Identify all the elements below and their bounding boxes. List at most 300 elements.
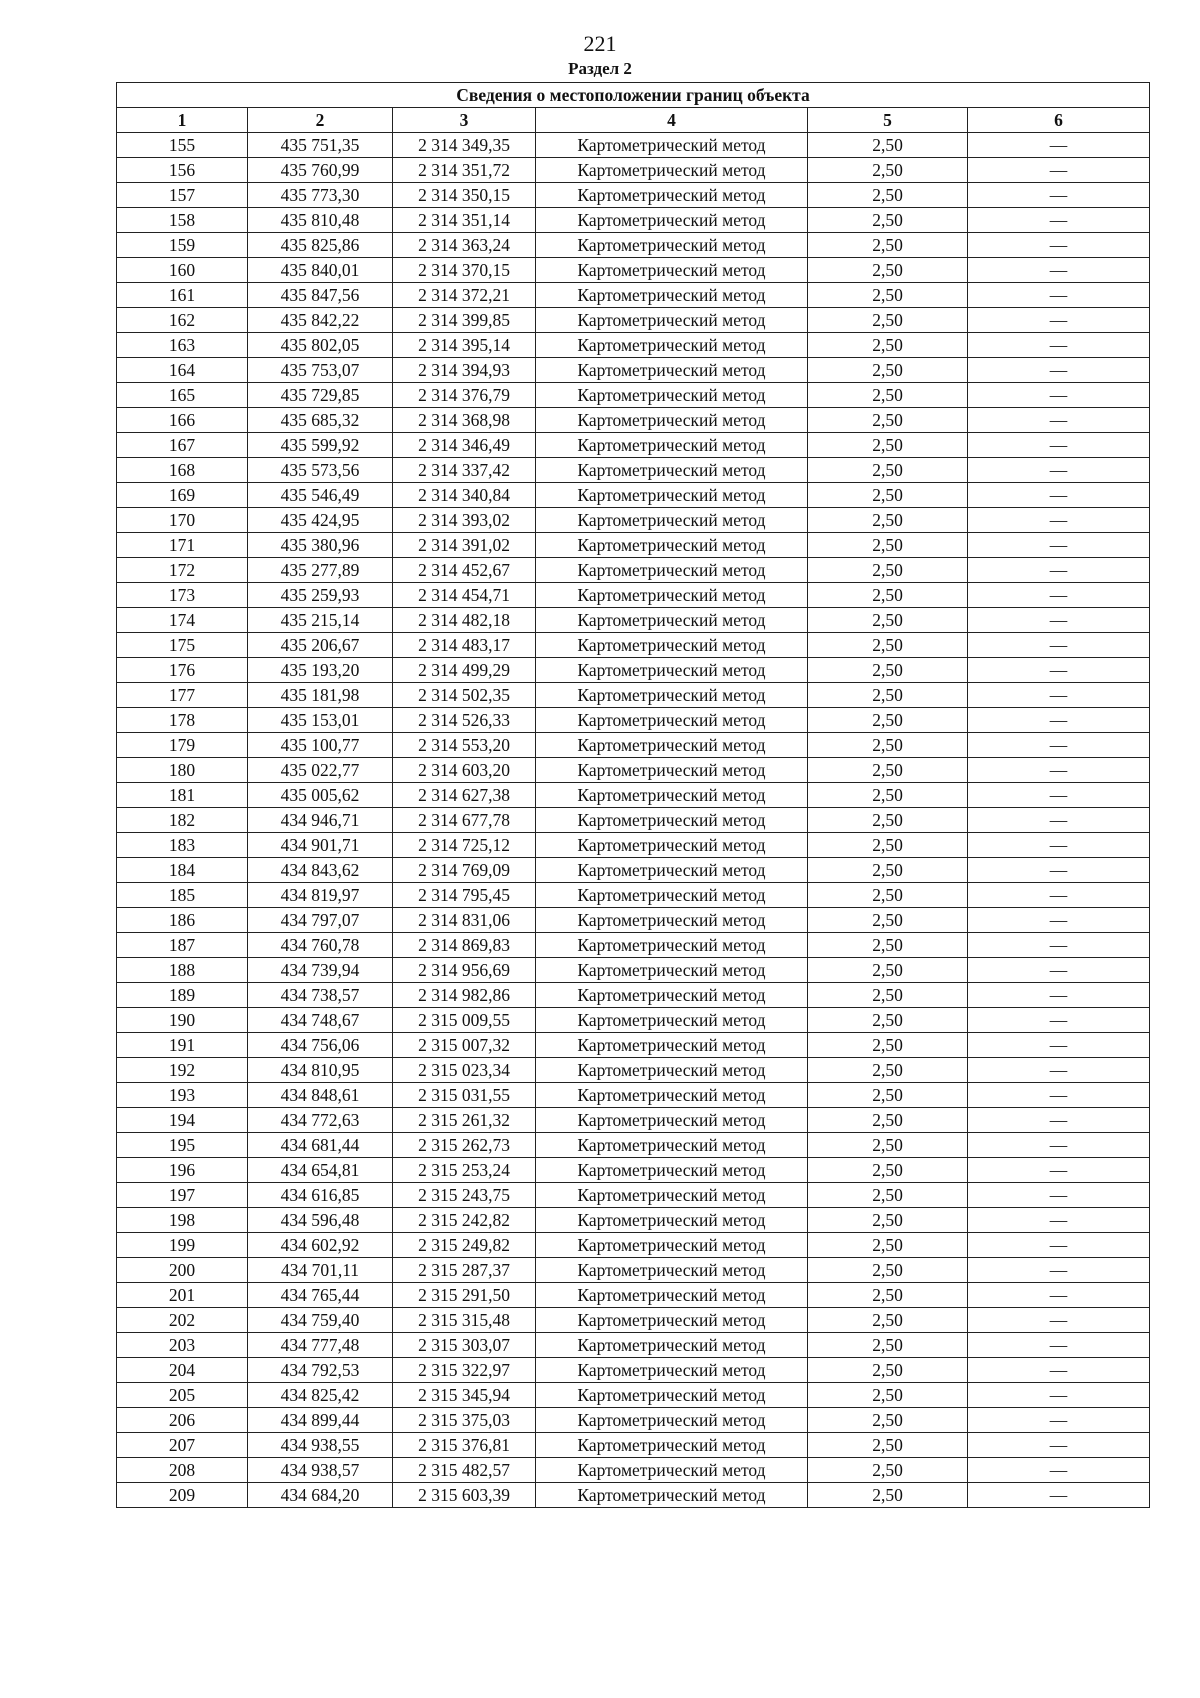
table-row bbox=[117, 708, 1150, 733]
x-coordinate-cell: 435 215,14 bbox=[248, 608, 393, 633]
table-row bbox=[117, 958, 1150, 983]
point-number-cell: 167 bbox=[117, 433, 248, 458]
x-coordinate-cell: 435 751,35 bbox=[248, 133, 393, 158]
method-cell: Картометрический метод bbox=[536, 1308, 808, 1333]
point-number-cell: 166 bbox=[117, 408, 248, 433]
y-coordinate-cell: 2 314 452,67 bbox=[393, 558, 536, 583]
accuracy-cell: 2,50 bbox=[808, 308, 968, 333]
y-coordinate-cell: 2 314 482,18 bbox=[393, 608, 536, 633]
note-cell: — bbox=[968, 158, 1150, 183]
x-coordinate-cell: 434 819,97 bbox=[248, 883, 393, 908]
table-row bbox=[117, 558, 1150, 583]
table-row bbox=[117, 1283, 1150, 1308]
note-cell: — bbox=[968, 958, 1150, 983]
method-cell: Картометрический метод bbox=[536, 1333, 808, 1358]
accuracy-cell: 2,50 bbox=[808, 208, 968, 233]
x-coordinate-cell: 434 938,57 bbox=[248, 1458, 393, 1483]
accuracy-cell: 2,50 bbox=[808, 933, 968, 958]
method-cell: Картометрический метод bbox=[536, 333, 808, 358]
method-cell: Картометрический метод bbox=[536, 633, 808, 658]
method-cell: Картометрический метод bbox=[536, 1183, 808, 1208]
table-row bbox=[117, 758, 1150, 783]
table-caption: Сведения о местоположении границ объекта bbox=[117, 83, 1150, 108]
accuracy-cell: 2,50 bbox=[808, 1008, 968, 1033]
table-row bbox=[117, 733, 1150, 758]
method-cell: Картометрический метод bbox=[536, 1008, 808, 1033]
y-coordinate-cell: 2 314 603,20 bbox=[393, 758, 536, 783]
x-coordinate-cell: 435 685,32 bbox=[248, 408, 393, 433]
point-number-cell: 183 bbox=[117, 833, 248, 858]
accuracy-cell: 2,50 bbox=[808, 958, 968, 983]
point-number-cell: 209 bbox=[117, 1483, 248, 1508]
table-row bbox=[117, 658, 1150, 683]
x-coordinate-cell: 435 753,07 bbox=[248, 358, 393, 383]
method-cell: Картометрический метод bbox=[536, 583, 808, 608]
y-coordinate-cell: 2 315 603,39 bbox=[393, 1483, 536, 1508]
x-coordinate-cell: 435 810,48 bbox=[248, 208, 393, 233]
x-coordinate-cell: 434 602,92 bbox=[248, 1233, 393, 1258]
table-row bbox=[117, 1108, 1150, 1133]
note-cell: — bbox=[968, 1158, 1150, 1183]
point-number-cell: 205 bbox=[117, 1383, 248, 1408]
y-coordinate-cell: 2 314 337,42 bbox=[393, 458, 536, 483]
point-number-cell: 191 bbox=[117, 1033, 248, 1058]
note-cell: — bbox=[968, 808, 1150, 833]
y-coordinate-cell: 2 314 483,17 bbox=[393, 633, 536, 658]
x-coordinate-cell: 435 573,56 bbox=[248, 458, 393, 483]
x-coordinate-cell: 434 596,48 bbox=[248, 1208, 393, 1233]
y-coordinate-cell: 2 314 831,06 bbox=[393, 908, 536, 933]
point-number-cell: 198 bbox=[117, 1208, 248, 1233]
table-row bbox=[117, 333, 1150, 358]
y-coordinate-cell: 2 314 363,24 bbox=[393, 233, 536, 258]
note-cell: — bbox=[968, 1383, 1150, 1408]
y-coordinate-cell: 2 314 627,38 bbox=[393, 783, 536, 808]
method-cell: Картометрический метод bbox=[536, 1433, 808, 1458]
x-coordinate-cell: 434 748,67 bbox=[248, 1008, 393, 1033]
table-row bbox=[117, 783, 1150, 808]
point-number-cell: 207 bbox=[117, 1433, 248, 1458]
note-cell: — bbox=[968, 1458, 1150, 1483]
method-cell: Картометрический метод bbox=[536, 683, 808, 708]
y-coordinate-cell: 2 315 375,03 bbox=[393, 1408, 536, 1433]
note-cell: — bbox=[968, 1083, 1150, 1108]
table-row bbox=[117, 1208, 1150, 1233]
point-number-cell: 190 bbox=[117, 1008, 248, 1033]
method-cell: Картометрический метод bbox=[536, 883, 808, 908]
x-coordinate-cell: 434 681,44 bbox=[248, 1133, 393, 1158]
table-row bbox=[117, 383, 1150, 408]
method-cell: Картометрический метод bbox=[536, 1258, 808, 1283]
note-cell: — bbox=[968, 833, 1150, 858]
accuracy-cell: 2,50 bbox=[808, 533, 968, 558]
point-number-cell: 157 bbox=[117, 183, 248, 208]
point-number-cell: 177 bbox=[117, 683, 248, 708]
point-number-cell: 208 bbox=[117, 1458, 248, 1483]
x-coordinate-cell: 434 797,07 bbox=[248, 908, 393, 933]
table-row bbox=[117, 258, 1150, 283]
point-number-cell: 201 bbox=[117, 1283, 248, 1308]
method-cell: Картометрический метод bbox=[536, 208, 808, 233]
section-title: Раздел 2 bbox=[568, 59, 632, 78]
accuracy-cell: 2,50 bbox=[808, 1058, 968, 1083]
point-number-cell: 186 bbox=[117, 908, 248, 933]
y-coordinate-cell: 2 315 253,24 bbox=[393, 1158, 536, 1183]
y-coordinate-cell: 2 315 249,82 bbox=[393, 1233, 536, 1258]
table-row bbox=[117, 883, 1150, 908]
y-coordinate-cell: 2 315 322,97 bbox=[393, 1358, 536, 1383]
note-cell: — bbox=[968, 183, 1150, 208]
point-number-cell: 165 bbox=[117, 383, 248, 408]
note-cell: — bbox=[968, 683, 1150, 708]
x-coordinate-cell: 434 654,81 bbox=[248, 1158, 393, 1183]
accuracy-cell: 2,50 bbox=[808, 858, 968, 883]
y-coordinate-cell: 2 314 393,02 bbox=[393, 508, 536, 533]
table-row bbox=[117, 1133, 1150, 1158]
table-row bbox=[117, 1358, 1150, 1383]
table-row bbox=[117, 1308, 1150, 1333]
point-number-cell: 189 bbox=[117, 983, 248, 1008]
method-cell: Картометрический метод bbox=[536, 183, 808, 208]
y-coordinate-cell: 2 315 023,34 bbox=[393, 1058, 536, 1083]
table-row bbox=[117, 1008, 1150, 1033]
y-coordinate-cell: 2 314 399,85 bbox=[393, 308, 536, 333]
x-coordinate-cell: 434 759,40 bbox=[248, 1308, 393, 1333]
table-row bbox=[117, 483, 1150, 508]
note-cell: — bbox=[968, 333, 1150, 358]
method-cell: Картометрический метод bbox=[536, 858, 808, 883]
x-coordinate-cell: 435 100,77 bbox=[248, 733, 393, 758]
method-cell: Картометрический метод bbox=[536, 283, 808, 308]
y-coordinate-cell: 2 314 351,14 bbox=[393, 208, 536, 233]
y-coordinate-cell: 2 314 553,20 bbox=[393, 733, 536, 758]
accuracy-cell: 2,50 bbox=[808, 258, 968, 283]
method-cell: Картометрический метод bbox=[536, 133, 808, 158]
x-coordinate-cell: 434 772,63 bbox=[248, 1108, 393, 1133]
accuracy-cell: 2,50 bbox=[808, 558, 968, 583]
table-row bbox=[117, 308, 1150, 333]
x-coordinate-cell: 434 756,06 bbox=[248, 1033, 393, 1058]
accuracy-cell: 2,50 bbox=[808, 1208, 968, 1233]
y-coordinate-cell: 2 314 454,71 bbox=[393, 583, 536, 608]
x-coordinate-cell: 435 773,30 bbox=[248, 183, 393, 208]
note-cell: — bbox=[968, 1233, 1150, 1258]
point-number-cell: 171 bbox=[117, 533, 248, 558]
x-coordinate-cell: 434 792,53 bbox=[248, 1358, 393, 1383]
note-cell: — bbox=[968, 533, 1150, 558]
accuracy-cell: 2,50 bbox=[808, 233, 968, 258]
point-number-cell: 160 bbox=[117, 258, 248, 283]
y-coordinate-cell: 2 314 956,69 bbox=[393, 958, 536, 983]
column-header: 6 bbox=[968, 108, 1150, 133]
accuracy-cell: 2,50 bbox=[808, 883, 968, 908]
column-header: 1 bbox=[117, 108, 248, 133]
y-coordinate-cell: 2 314 869,83 bbox=[393, 933, 536, 958]
x-coordinate-cell: 435 825,86 bbox=[248, 233, 393, 258]
x-coordinate-cell: 435 206,67 bbox=[248, 633, 393, 658]
table-row bbox=[117, 933, 1150, 958]
y-coordinate-cell: 2 314 391,02 bbox=[393, 533, 536, 558]
x-coordinate-cell: 435 022,77 bbox=[248, 758, 393, 783]
point-number-cell: 203 bbox=[117, 1333, 248, 1358]
accuracy-cell: 2,50 bbox=[808, 1133, 968, 1158]
table-row bbox=[117, 833, 1150, 858]
accuracy-cell: 2,50 bbox=[808, 1158, 968, 1183]
x-coordinate-cell: 435 005,62 bbox=[248, 783, 393, 808]
note-cell: — bbox=[968, 858, 1150, 883]
accuracy-cell: 2,50 bbox=[808, 908, 968, 933]
accuracy-cell: 2,50 bbox=[808, 708, 968, 733]
note-cell: — bbox=[968, 283, 1150, 308]
accuracy-cell: 2,50 bbox=[808, 1433, 968, 1458]
accuracy-cell: 2,50 bbox=[808, 1458, 968, 1483]
y-coordinate-cell: 2 314 769,09 bbox=[393, 858, 536, 883]
table-row bbox=[117, 283, 1150, 308]
point-number-cell: 196 bbox=[117, 1158, 248, 1183]
note-cell: — bbox=[968, 408, 1150, 433]
y-coordinate-cell: 2 315 291,50 bbox=[393, 1283, 536, 1308]
note-cell: — bbox=[968, 1033, 1150, 1058]
table-row bbox=[117, 858, 1150, 883]
x-coordinate-cell: 434 684,20 bbox=[248, 1483, 393, 1508]
method-cell: Картометрический метод bbox=[536, 1408, 808, 1433]
note-cell: — bbox=[968, 1358, 1150, 1383]
y-coordinate-cell: 2 315 315,48 bbox=[393, 1308, 536, 1333]
x-coordinate-cell: 435 259,93 bbox=[248, 583, 393, 608]
point-number-cell: 181 bbox=[117, 783, 248, 808]
point-number-cell: 195 bbox=[117, 1133, 248, 1158]
accuracy-cell: 2,50 bbox=[808, 458, 968, 483]
table-row bbox=[117, 608, 1150, 633]
accuracy-cell: 2,50 bbox=[808, 1083, 968, 1108]
y-coordinate-cell: 2 315 009,55 bbox=[393, 1008, 536, 1033]
method-cell: Картометрический метод bbox=[536, 758, 808, 783]
accuracy-cell: 2,50 bbox=[808, 683, 968, 708]
table-row bbox=[117, 908, 1150, 933]
method-cell: Картометрический метод bbox=[536, 1383, 808, 1408]
note-cell: — bbox=[968, 558, 1150, 583]
accuracy-cell: 2,50 bbox=[808, 358, 968, 383]
accuracy-cell: 2,50 bbox=[808, 333, 968, 358]
accuracy-cell: 2,50 bbox=[808, 283, 968, 308]
page-number: 221 bbox=[583, 31, 617, 56]
accuracy-cell: 2,50 bbox=[808, 633, 968, 658]
accuracy-cell: 2,50 bbox=[808, 1258, 968, 1283]
accuracy-cell: 2,50 bbox=[808, 508, 968, 533]
point-number-cell: 172 bbox=[117, 558, 248, 583]
note-cell: — bbox=[968, 908, 1150, 933]
point-number-cell: 170 bbox=[117, 508, 248, 533]
x-coordinate-cell: 434 760,78 bbox=[248, 933, 393, 958]
point-number-cell: 174 bbox=[117, 608, 248, 633]
note-cell: — bbox=[968, 1058, 1150, 1083]
table-row bbox=[117, 1233, 1150, 1258]
note-cell: — bbox=[968, 1333, 1150, 1358]
y-coordinate-cell: 2 314 795,45 bbox=[393, 883, 536, 908]
accuracy-cell: 2,50 bbox=[808, 183, 968, 208]
y-coordinate-cell: 2 315 243,75 bbox=[393, 1183, 536, 1208]
x-coordinate-cell: 435 380,96 bbox=[248, 533, 393, 558]
y-coordinate-cell: 2 314 677,78 bbox=[393, 808, 536, 833]
method-cell: Картометрический метод bbox=[536, 558, 808, 583]
note-cell: — bbox=[968, 233, 1150, 258]
y-coordinate-cell: 2 314 370,15 bbox=[393, 258, 536, 283]
point-number-cell: 200 bbox=[117, 1258, 248, 1283]
point-number-cell: 197 bbox=[117, 1183, 248, 1208]
x-coordinate-cell: 434 825,42 bbox=[248, 1383, 393, 1408]
point-number-cell: 156 bbox=[117, 158, 248, 183]
note-cell: — bbox=[968, 433, 1150, 458]
point-number-cell: 206 bbox=[117, 1408, 248, 1433]
x-coordinate-cell: 435 153,01 bbox=[248, 708, 393, 733]
note-cell: — bbox=[968, 708, 1150, 733]
x-coordinate-cell: 435 729,85 bbox=[248, 383, 393, 408]
accuracy-cell: 2,50 bbox=[808, 1383, 968, 1408]
table-row bbox=[117, 1083, 1150, 1108]
point-number-cell: 163 bbox=[117, 333, 248, 358]
y-coordinate-cell: 2 314 340,84 bbox=[393, 483, 536, 508]
accuracy-cell: 2,50 bbox=[808, 833, 968, 858]
y-coordinate-cell: 2 315 287,37 bbox=[393, 1258, 536, 1283]
method-cell: Картометрический метод bbox=[536, 983, 808, 1008]
point-number-cell: 204 bbox=[117, 1358, 248, 1383]
point-number-cell: 164 bbox=[117, 358, 248, 383]
column-header: 4 bbox=[536, 108, 808, 133]
x-coordinate-cell: 434 843,62 bbox=[248, 858, 393, 883]
method-cell: Картометрический метод bbox=[536, 533, 808, 558]
table-row bbox=[117, 1433, 1150, 1458]
method-cell: Картометрический метод bbox=[536, 258, 808, 283]
point-number-cell: 158 bbox=[117, 208, 248, 233]
point-number-cell: 187 bbox=[117, 933, 248, 958]
table-row bbox=[117, 983, 1150, 1008]
note-cell: — bbox=[968, 258, 1150, 283]
point-number-cell: 179 bbox=[117, 733, 248, 758]
y-coordinate-cell: 2 314 499,29 bbox=[393, 658, 536, 683]
y-coordinate-cell: 2 314 376,79 bbox=[393, 383, 536, 408]
method-cell: Картометрический метод bbox=[536, 1083, 808, 1108]
y-coordinate-cell: 2 315 007,32 bbox=[393, 1033, 536, 1058]
table-row bbox=[117, 1058, 1150, 1083]
method-cell: Картометрический метод bbox=[536, 1158, 808, 1183]
x-coordinate-cell: 434 899,44 bbox=[248, 1408, 393, 1433]
accuracy-cell: 2,50 bbox=[808, 158, 968, 183]
y-coordinate-cell: 2 314 395,14 bbox=[393, 333, 536, 358]
accuracy-cell: 2,50 bbox=[808, 1108, 968, 1133]
point-number-cell: 188 bbox=[117, 958, 248, 983]
accuracy-cell: 2,50 bbox=[808, 608, 968, 633]
x-coordinate-cell: 435 546,49 bbox=[248, 483, 393, 508]
method-cell: Картометрический метод bbox=[536, 458, 808, 483]
accuracy-cell: 2,50 bbox=[808, 383, 968, 408]
y-coordinate-cell: 2 315 303,07 bbox=[393, 1333, 536, 1358]
x-coordinate-cell: 435 193,20 bbox=[248, 658, 393, 683]
y-coordinate-cell: 2 314 350,15 bbox=[393, 183, 536, 208]
y-coordinate-cell: 2 315 242,82 bbox=[393, 1208, 536, 1233]
y-coordinate-cell: 2 314 725,12 bbox=[393, 833, 536, 858]
accuracy-cell: 2,50 bbox=[808, 1483, 968, 1508]
table-row bbox=[117, 1383, 1150, 1408]
note-cell: — bbox=[968, 1408, 1150, 1433]
method-cell: Картометрический метод bbox=[536, 433, 808, 458]
table-row bbox=[117, 183, 1150, 208]
method-cell: Картометрический метод bbox=[536, 1458, 808, 1483]
note-cell: — bbox=[968, 133, 1150, 158]
accuracy-cell: 2,50 bbox=[808, 783, 968, 808]
note-cell: — bbox=[968, 633, 1150, 658]
boundary-coordinates-table bbox=[116, 82, 1150, 1508]
method-cell: Картометрический метод bbox=[536, 783, 808, 808]
accuracy-cell: 2,50 bbox=[808, 1283, 968, 1308]
method-cell: Картометрический метод bbox=[536, 383, 808, 408]
x-coordinate-cell: 434 901,71 bbox=[248, 833, 393, 858]
x-coordinate-cell: 434 810,95 bbox=[248, 1058, 393, 1083]
table-row bbox=[117, 158, 1150, 183]
note-cell: — bbox=[968, 1433, 1150, 1458]
table-row bbox=[117, 208, 1150, 233]
accuracy-cell: 2,50 bbox=[808, 1333, 968, 1358]
method-cell: Картометрический метод bbox=[536, 1208, 808, 1233]
point-number-cell: 178 bbox=[117, 708, 248, 733]
point-number-cell: 202 bbox=[117, 1308, 248, 1333]
method-cell: Картометрический метод bbox=[536, 708, 808, 733]
point-number-cell: 184 bbox=[117, 858, 248, 883]
column-header: 3 bbox=[393, 108, 536, 133]
point-number-cell: 162 bbox=[117, 308, 248, 333]
note-cell: — bbox=[968, 1108, 1150, 1133]
method-cell: Картометрический метод bbox=[536, 233, 808, 258]
method-cell: Картометрический метод bbox=[536, 1283, 808, 1308]
table-row bbox=[117, 1033, 1150, 1058]
y-coordinate-cell: 2 314 502,35 bbox=[393, 683, 536, 708]
method-cell: Картометрический метод bbox=[536, 1058, 808, 1083]
method-cell: Картометрический метод bbox=[536, 1358, 808, 1383]
x-coordinate-cell: 434 777,48 bbox=[248, 1333, 393, 1358]
table-row bbox=[117, 533, 1150, 558]
accuracy-cell: 2,50 bbox=[808, 1358, 968, 1383]
y-coordinate-cell: 2 314 346,49 bbox=[393, 433, 536, 458]
note-cell: — bbox=[968, 308, 1150, 333]
note-cell: — bbox=[968, 358, 1150, 383]
y-coordinate-cell: 2 314 526,33 bbox=[393, 708, 536, 733]
point-number-cell: 169 bbox=[117, 483, 248, 508]
accuracy-cell: 2,50 bbox=[808, 1308, 968, 1333]
column-header: 5 bbox=[808, 108, 968, 133]
table-row bbox=[117, 508, 1150, 533]
table-body bbox=[117, 133, 1150, 1508]
point-number-cell: 192 bbox=[117, 1058, 248, 1083]
y-coordinate-cell: 2 314 368,98 bbox=[393, 408, 536, 433]
note-cell: — bbox=[968, 583, 1150, 608]
y-coordinate-cell: 2 314 982,86 bbox=[393, 983, 536, 1008]
accuracy-cell: 2,50 bbox=[808, 483, 968, 508]
table-row bbox=[117, 583, 1150, 608]
x-coordinate-cell: 435 599,92 bbox=[248, 433, 393, 458]
accuracy-cell: 2,50 bbox=[808, 1183, 968, 1208]
point-number-cell: 155 bbox=[117, 133, 248, 158]
y-coordinate-cell: 2 315 262,73 bbox=[393, 1133, 536, 1158]
table-row bbox=[117, 1458, 1150, 1483]
x-coordinate-cell: 434 938,55 bbox=[248, 1433, 393, 1458]
note-cell: — bbox=[968, 508, 1150, 533]
table-row bbox=[117, 133, 1150, 158]
note-cell: — bbox=[968, 383, 1150, 408]
method-cell: Картометрический метод bbox=[536, 733, 808, 758]
table-row bbox=[117, 233, 1150, 258]
method-cell: Картометрический метод bbox=[536, 308, 808, 333]
point-number-cell: 159 bbox=[117, 233, 248, 258]
note-cell: — bbox=[968, 733, 1150, 758]
